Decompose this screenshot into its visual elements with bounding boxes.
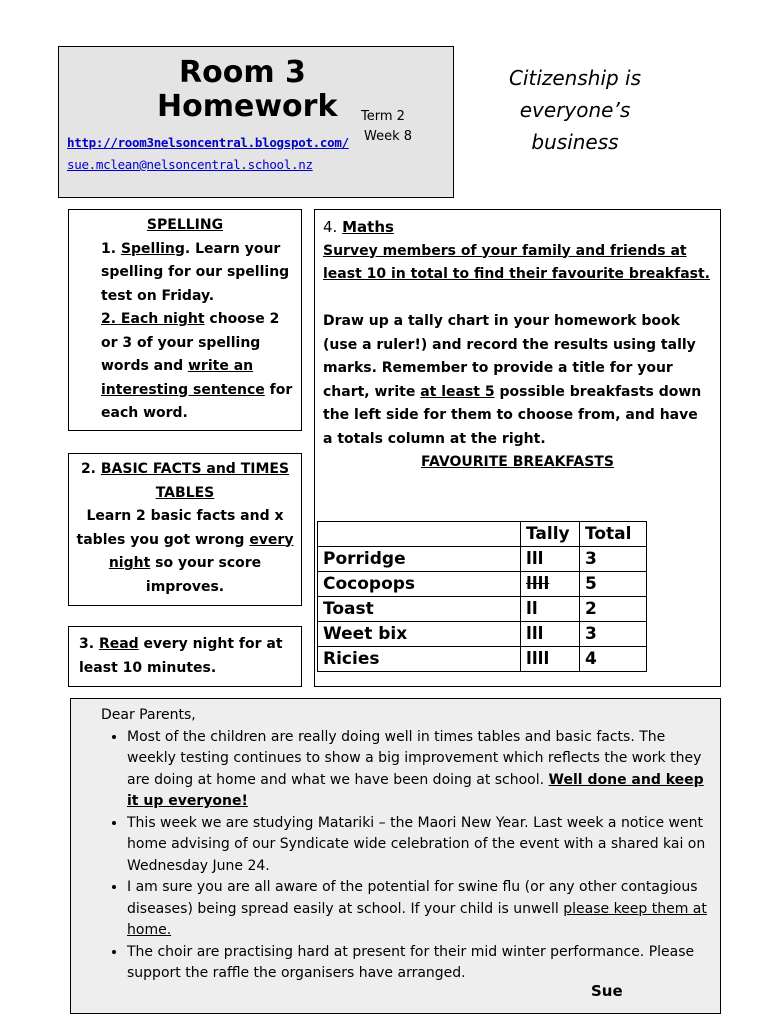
breakfast-name: Cocopops (318, 572, 521, 597)
total-value: 5 (580, 572, 647, 597)
breakfast-name: Porridge (318, 547, 521, 572)
tally-marks-crossed: llll (526, 574, 550, 594)
table-row (318, 572, 647, 597)
well-done-text: Well done and keep it up everyone! (127, 771, 704, 809)
table-row (318, 597, 647, 622)
survey-text: Survey members of your family and friends at least 10 in total to find their favourite breakfast. (323, 242, 710, 282)
tally-marks: llll (521, 647, 580, 672)
item-number: 4. (323, 218, 338, 236)
table-row (318, 622, 647, 647)
email-link[interactable]: sue.mclean@nelsoncentral.school.nz (67, 157, 313, 172)
breakfast-name: Toast (318, 597, 521, 622)
header-box (58, 46, 454, 198)
table-header: Tally (521, 522, 580, 547)
title-homework: Homework (157, 89, 338, 124)
basic-facts-heading: BASIC FACTS and TIMES TABLES (100, 461, 290, 501)
tally-marks (521, 572, 580, 597)
maths-box (314, 209, 721, 687)
table-header (318, 522, 521, 547)
title-room: Room 3 (179, 55, 306, 90)
instructions-text (323, 310, 712, 451)
list-item (127, 727, 710, 813)
instructions-part-1: Draw up a tally chart in your homework book (use a ruler!) and record the results using tally marks. Remember to provide a title for your chart, write (323, 313, 696, 400)
item-number: 1. (101, 240, 117, 257)
table-header-row (318, 522, 647, 547)
week-label: Week 8 (364, 129, 413, 144)
term-label: Term 2 (361, 109, 405, 124)
write-sentence-key: write an interesting sentence (101, 358, 265, 398)
total-value: 3 (580, 622, 647, 647)
breakfast-name: Weet bix (318, 622, 521, 647)
maths-title (323, 216, 712, 240)
list-item: • The choir are practising hard at present for their mid winter performance. Please support the raffle the organisers have arranged. (127, 942, 710, 985)
instructions-part-2: possible breakfasts down the left side for them to choose from, and have a totals column at the right. (323, 383, 702, 447)
motto (480, 62, 670, 158)
basic-facts-text-1: Learn 2 basic facts and x tables you got wrong (76, 508, 284, 548)
each-night-text: choose 2 or 3 of your spelling words and (101, 311, 280, 374)
bullet-text: Most of the children are really doing well in times tables and basic facts. The weekly testing continues to show a big improvement which reflects the work they are doing at home and what we have been doing at school. (127, 728, 702, 788)
every-night-key: every night (108, 531, 294, 571)
motto-line-3: business (531, 130, 619, 154)
total-value: 4 (580, 647, 647, 672)
basic-facts-text-2: so your score improves. (145, 555, 262, 595)
each-night-key: 2. Each night (101, 311, 205, 327)
motto-line-2: everyone’s (519, 98, 631, 122)
basic-facts-box (68, 453, 302, 606)
spelling-key: Spelling (120, 240, 185, 257)
table-row (318, 647, 647, 672)
table-row (318, 547, 647, 572)
keep-home-text: please keep them at home. (127, 900, 707, 938)
reading-box (68, 626, 302, 687)
table-header: Total (580, 522, 647, 547)
spelling-item-2 (101, 308, 293, 426)
item-number: 2. (80, 461, 96, 477)
total-value: 3 (580, 547, 647, 572)
tally-marks: ll (521, 597, 580, 622)
maths-heading: Maths (342, 218, 394, 236)
parents-bullet-list (101, 727, 710, 985)
spelling-text: . Learn your spelling for our spelling test on Friday. (101, 240, 290, 304)
spelling-item-1 (101, 238, 293, 309)
motto-line-1: Citizenship is (508, 66, 642, 90)
tally-table (317, 521, 647, 672)
bullet-text: I am sure you are all aware of the potential for swine flu (or any other contagious diseases) being spread easily at school. If your child is unwell (127, 879, 698, 917)
item-number: 3. (79, 636, 95, 652)
chart-title: FAVOURITE BREAKFASTS (421, 454, 614, 470)
basic-facts-text (75, 505, 295, 599)
list-item (127, 877, 710, 942)
signature: Sue (591, 982, 623, 1000)
read-key: Read (98, 636, 139, 652)
breakfast-name: Ricies (318, 647, 521, 672)
tally-marks: lll (521, 547, 580, 572)
spelling-heading: SPELLING (146, 217, 224, 233)
reading-text: every night for at least 10 minutes. (79, 636, 283, 676)
total-value: 2 (580, 597, 647, 622)
spelling-box (68, 209, 302, 431)
tally-marks: lll (521, 622, 580, 647)
parents-note-box (70, 698, 721, 1014)
at-least-key: at least 5 (420, 383, 495, 400)
basic-facts-heading-row (75, 458, 295, 505)
each-word-text: for each word. (101, 381, 293, 421)
list-item: • This week we are studying Matariki – the Maori New Year. Last week a notice went home advising of our Syndicate wide celebration of the event with a shared kai on Wednesday June 24. (127, 813, 710, 878)
parents-greeting: Dear Parents, (101, 707, 196, 723)
blog-link[interactable]: http://room3nelsoncentral.blogspot.com/ (67, 135, 349, 150)
